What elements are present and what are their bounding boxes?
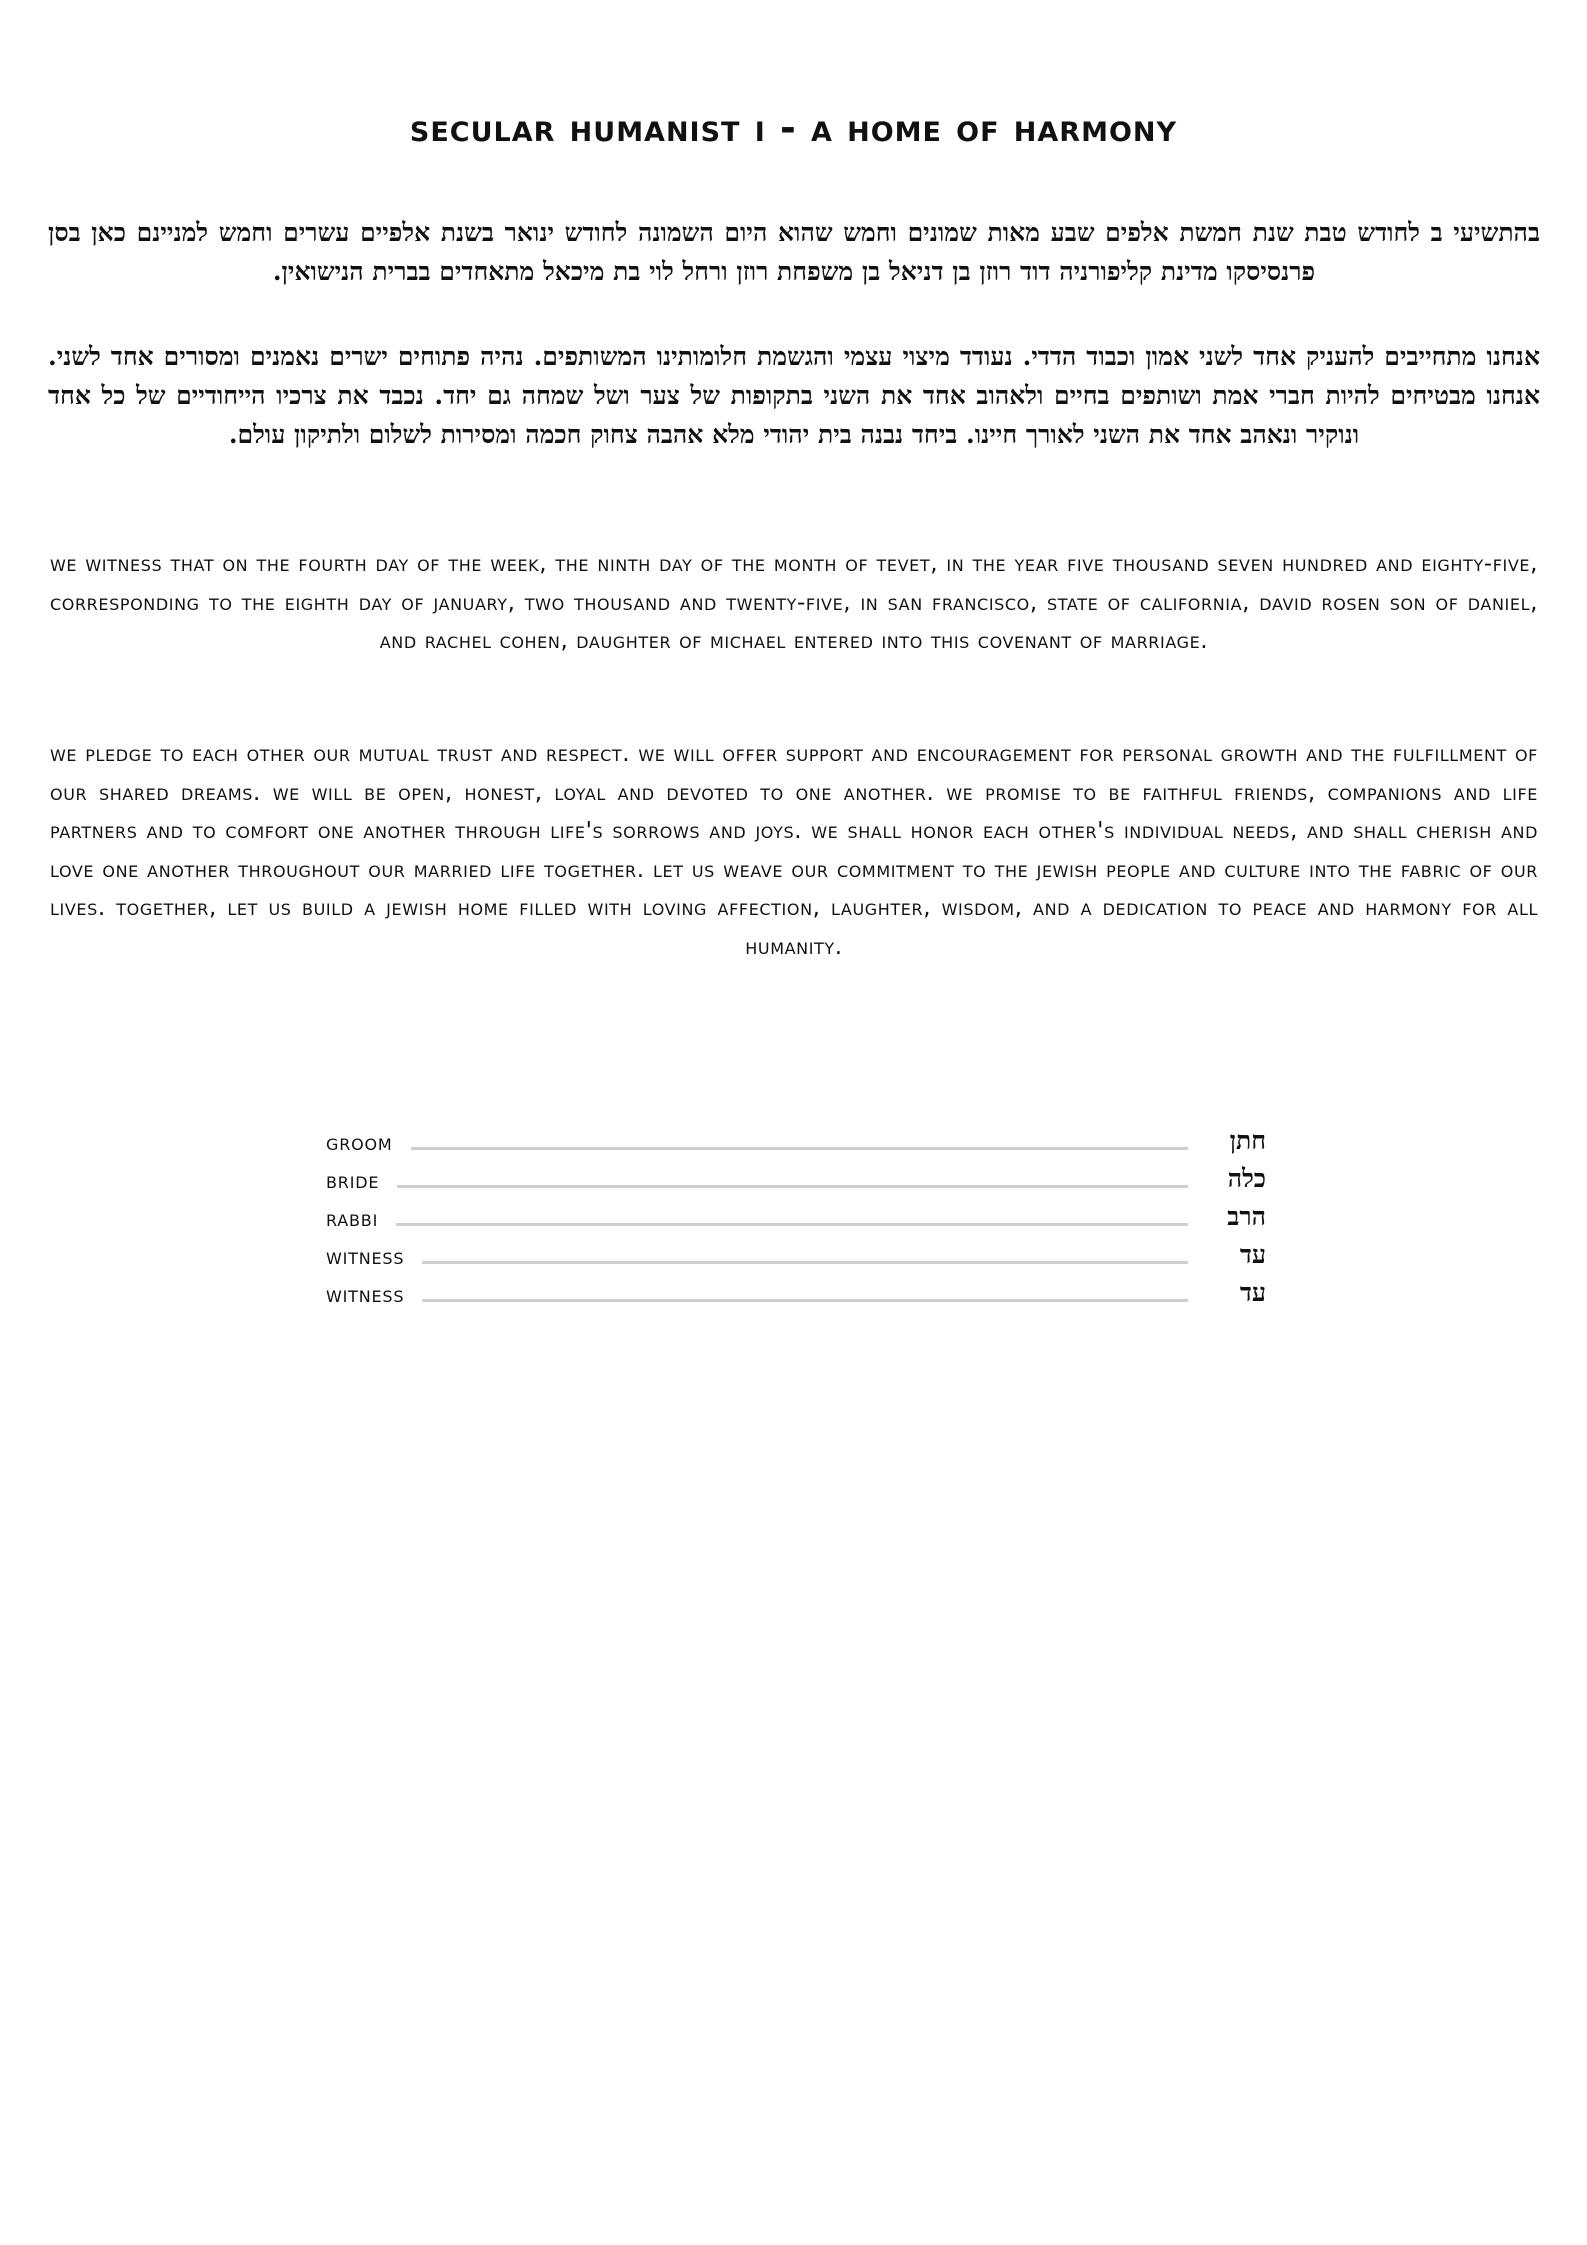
signature-label-hebrew: הרב	[1227, 1202, 1266, 1231]
english-paragraph-vows: we pledge to each other our mutual trust and respect. we will offer support and encouragement for personal growth and the fulfillment of our shared dreams. we will be open, honest, loyal and devoted to one another. we promise to be faithful friends, companions and life partners and to comfort one another through life's sorrows and joys. we shall honor each other's individual needs, and shall cherish and love one another throughout our married life together. let us weave our commitment to the jewish people and culture into the fabric of our lives. together, let us build a jewish home filled with loving affection, laughter, wisdom, and a dedication to peace and harmony for all humanity.	[50, 741, 1538, 960]
signature-line	[397, 1185, 1188, 1188]
signature-label-english: bride	[326, 1168, 380, 1194]
signature-line	[411, 1147, 1188, 1150]
english-paragraph-date: we witness that on the fourth day of the week, the ninth day of the month of tevet, in the year five thousand seven hundred and eighty-five, corresponding to the eighth day of january, two thousand and twenty-five, in san francisco, state of california, david rosen son of daniel, and rachel cohen, daughter of michael entered into this covenant of marriage.	[50, 551, 1538, 654]
hebrew-paragraph-vows: אנחנו מתחייבים להעניק אחד לשני אמון וכבוד הדדי. נעודד מיצוי עצמי והגשמת חלומותינו המשותפים. נהיה פתוחים ישרים נאמנים ומסורים אחד לשני. אנחנו מבטיחים להיות חברי אמת ושותפים בחיים ולאהוב אחד את השני בתקופות של צער ושל שמחה גם יחד. נכבד את צרכיו הייחודיים של כל אחד ונוקיר ונאהב אחד את השני לאורך חיינו. ביחד נבנה בית יהודי מלא אהבה צחוק חכמה ומסירות לשלום ולתיקון עולם.	[48, 342, 1540, 449]
signature-label-english: rabbi	[326, 1206, 379, 1232]
signature-label-english: groom	[326, 1130, 393, 1156]
signature-line	[396, 1223, 1188, 1226]
signature-row-groom	[326, 1118, 1266, 1156]
signature-row-witness-1	[326, 1232, 1266, 1270]
signature-label-hebrew: כלה	[1227, 1164, 1266, 1193]
signature-label-hebrew: חתן	[1229, 1126, 1266, 1155]
signature-row-rabbi	[326, 1194, 1266, 1232]
signature-row-witness-2	[326, 1270, 1266, 1308]
signature-row-bride	[326, 1156, 1266, 1194]
signature-label-hebrew: עד	[1239, 1240, 1266, 1269]
signature-label-hebrew: עד	[1239, 1278, 1266, 1307]
signature-line	[422, 1299, 1188, 1302]
signature-line	[422, 1261, 1188, 1264]
signature-block	[326, 1118, 1266, 1308]
signature-label-english: witness	[326, 1244, 405, 1270]
document-title: secular humanist i - a home of harmony	[409, 106, 1178, 150]
signature-label-english: witness	[326, 1282, 405, 1308]
hebrew-paragraph-date: בהתשיעי ב לחודש טבת שנת חמשת אלפים שבע מאות שמונים וחמש שהוא היום השמונה לחודש ינואר בשנת אלפיים עשרים וחמש למניינם כאן בסן פרנסיסקו מדינת קליפורניה דוד רוזן בן דניאל בן משפחת רוזן ורחל לוי בת מיכאל מתאחדים בברית הנישואין.	[48, 218, 1540, 286]
